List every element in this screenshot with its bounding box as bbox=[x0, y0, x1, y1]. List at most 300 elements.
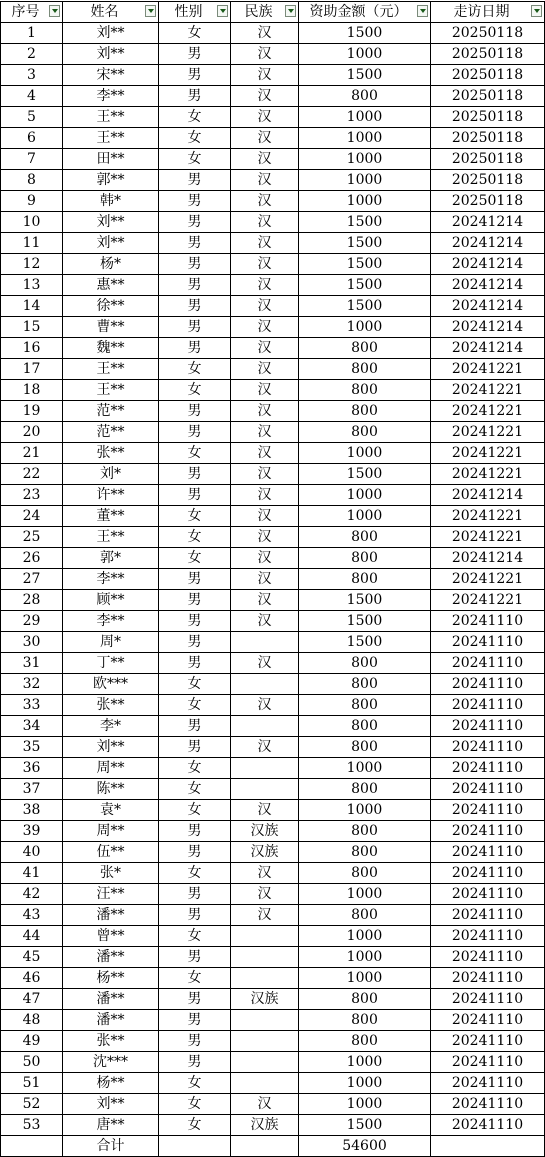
cell-gender[interactable]: 女 bbox=[159, 527, 231, 548]
cell-ethnicity[interactable]: 汉 bbox=[231, 23, 299, 44]
cell-name[interactable]: 刘** bbox=[63, 44, 159, 65]
filter-dropdown-icon[interactable] bbox=[49, 5, 60, 17]
cell-amount[interactable]: 1500 bbox=[299, 1115, 431, 1136]
cell-visit-date[interactable]: 20241110 bbox=[431, 1094, 545, 1115]
cell-amount[interactable]: 1000 bbox=[299, 1073, 431, 1094]
cell-index[interactable]: 43 bbox=[1, 905, 63, 926]
cell-ethnicity[interactable]: 汉 bbox=[231, 86, 299, 107]
cell-visit-date[interactable]: 20241221 bbox=[431, 506, 545, 527]
cell-gender[interactable]: 男 bbox=[159, 233, 231, 254]
cell-name[interactable]: 刘** bbox=[63, 233, 159, 254]
cell-name[interactable]: 曹** bbox=[63, 317, 159, 338]
cell-amount[interactable]: 800 bbox=[299, 86, 431, 107]
cell-amount[interactable]: 1500 bbox=[299, 296, 431, 317]
filter-dropdown-icon[interactable] bbox=[217, 5, 228, 17]
cell-index[interactable]: 4 bbox=[1, 86, 63, 107]
cell-name[interactable]: 李* bbox=[63, 716, 159, 737]
cell-visit-date[interactable]: 20250118 bbox=[431, 149, 545, 170]
cell-name[interactable]: 潘** bbox=[63, 989, 159, 1010]
cell-ethnicity[interactable] bbox=[231, 779, 299, 800]
cell-index[interactable]: 1 bbox=[1, 23, 63, 44]
cell-index[interactable]: 15 bbox=[1, 317, 63, 338]
cell-name[interactable]: 张** bbox=[63, 695, 159, 716]
cell-index[interactable]: 22 bbox=[1, 464, 63, 485]
cell-index[interactable]: 3 bbox=[1, 65, 63, 86]
cell-visit-date[interactable]: 20250118 bbox=[431, 23, 545, 44]
cell-index[interactable]: 7 bbox=[1, 149, 63, 170]
cell-amount[interactable]: 1000 bbox=[299, 485, 431, 506]
cell-index[interactable]: 41 bbox=[1, 863, 63, 884]
cell-name[interactable]: 刘** bbox=[63, 737, 159, 758]
cell-visit-date[interactable]: 20241110 bbox=[431, 968, 545, 989]
cell-ethnicity[interactable]: 汉 bbox=[231, 170, 299, 191]
cell-visit-date[interactable]: 20241110 bbox=[431, 1052, 545, 1073]
filter-dropdown-icon[interactable] bbox=[531, 5, 542, 17]
cell-ethnicity[interactable]: 汉 bbox=[231, 191, 299, 212]
cell-visit-date[interactable]: 20241110 bbox=[431, 884, 545, 905]
cell-visit-date[interactable]: 20241110 bbox=[431, 926, 545, 947]
cell-index[interactable]: 19 bbox=[1, 401, 63, 422]
cell-amount[interactable]: 800 bbox=[299, 905, 431, 926]
cell-ethnicity[interactable]: 汉 bbox=[231, 905, 299, 926]
cell-gender[interactable]: 女 bbox=[159, 695, 231, 716]
cell-index[interactable]: 46 bbox=[1, 968, 63, 989]
cell-ethnicity[interactable]: 汉 bbox=[231, 275, 299, 296]
cell-ethnicity[interactable]: 汉 bbox=[231, 653, 299, 674]
cell-name[interactable]: 曾** bbox=[63, 926, 159, 947]
cell-index[interactable]: 14 bbox=[1, 296, 63, 317]
cell-index[interactable]: 12 bbox=[1, 254, 63, 275]
cell-name[interactable]: 王** bbox=[63, 527, 159, 548]
cell-ethnicity[interactable]: 汉 bbox=[231, 506, 299, 527]
cell-name[interactable]: 魏** bbox=[63, 338, 159, 359]
cell-name[interactable]: 杨** bbox=[63, 968, 159, 989]
cell-amount[interactable]: 800 bbox=[299, 779, 431, 800]
cell-gender[interactable]: 男 bbox=[159, 611, 231, 632]
cell-gender[interactable]: 男 bbox=[159, 905, 231, 926]
cell-amount[interactable]: 1500 bbox=[299, 23, 431, 44]
cell-name[interactable]: 宋** bbox=[63, 65, 159, 86]
cell-gender[interactable]: 男 bbox=[159, 212, 231, 233]
cell-ethnicity[interactable] bbox=[231, 968, 299, 989]
cell-gender[interactable]: 男 bbox=[159, 275, 231, 296]
cell-index[interactable]: 45 bbox=[1, 947, 63, 968]
cell-gender[interactable]: 女 bbox=[159, 380, 231, 401]
cell-index[interactable]: 28 bbox=[1, 590, 63, 611]
cell-gender[interactable]: 男 bbox=[159, 632, 231, 653]
cell-ethnicity[interactable]: 汉 bbox=[231, 317, 299, 338]
cell-visit-date[interactable]: 20241221 bbox=[431, 527, 545, 548]
cell-name[interactable]: 王** bbox=[63, 380, 159, 401]
cell-ethnicity[interactable]: 汉 bbox=[231, 695, 299, 716]
cell-amount[interactable]: 1500 bbox=[299, 65, 431, 86]
cell-gender[interactable]: 女 bbox=[159, 128, 231, 149]
cell-amount[interactable]: 1500 bbox=[299, 632, 431, 653]
cell-amount[interactable]: 1500 bbox=[299, 254, 431, 275]
cell-visit-date[interactable]: 20241214 bbox=[431, 275, 545, 296]
cell-ethnicity[interactable]: 汉 bbox=[231, 737, 299, 758]
cell-gender[interactable]: 男 bbox=[159, 317, 231, 338]
cell-index[interactable]: 16 bbox=[1, 338, 63, 359]
cell-index[interactable]: 9 bbox=[1, 191, 63, 212]
cell-amount[interactable]: 1000 bbox=[299, 107, 431, 128]
cell-amount[interactable]: 1500 bbox=[299, 233, 431, 254]
cell-index[interactable]: 38 bbox=[1, 800, 63, 821]
cell-name[interactable]: 惠** bbox=[63, 275, 159, 296]
cell-visit-date[interactable]: 20241110 bbox=[431, 1073, 545, 1094]
cell-ethnicity[interactable]: 汉族 bbox=[231, 989, 299, 1010]
cell-name[interactable]: 袁* bbox=[63, 800, 159, 821]
cell-gender[interactable]: 女 bbox=[159, 443, 231, 464]
cell-ethnicity[interactable] bbox=[231, 926, 299, 947]
cell-name[interactable]: 董** bbox=[63, 506, 159, 527]
cell-gender[interactable]: 男 bbox=[159, 1052, 231, 1073]
cell-index[interactable]: 50 bbox=[1, 1052, 63, 1073]
cell-amount[interactable]: 1000 bbox=[299, 947, 431, 968]
cell-name[interactable]: 许** bbox=[63, 485, 159, 506]
cell-visit-date[interactable]: 20250118 bbox=[431, 128, 545, 149]
cell-amount[interactable]: 800 bbox=[299, 989, 431, 1010]
cell-name[interactable]: 王** bbox=[63, 107, 159, 128]
total-blank-cell[interactable] bbox=[231, 1136, 299, 1157]
cell-visit-date[interactable]: 20241221 bbox=[431, 464, 545, 485]
cell-ethnicity[interactable] bbox=[231, 1073, 299, 1094]
cell-amount[interactable]: 1000 bbox=[299, 926, 431, 947]
cell-name[interactable]: 杨* bbox=[63, 254, 159, 275]
total-amount[interactable]: 54600 bbox=[299, 1136, 431, 1157]
cell-amount[interactable]: 1500 bbox=[299, 590, 431, 611]
cell-gender[interactable]: 男 bbox=[159, 338, 231, 359]
cell-amount[interactable]: 800 bbox=[299, 821, 431, 842]
cell-visit-date[interactable]: 20250118 bbox=[431, 191, 545, 212]
cell-gender[interactable]: 男 bbox=[159, 170, 231, 191]
cell-visit-date[interactable]: 20241214 bbox=[431, 254, 545, 275]
cell-index[interactable]: 37 bbox=[1, 779, 63, 800]
cell-name[interactable]: 李** bbox=[63, 86, 159, 107]
cell-name[interactable]: 周** bbox=[63, 821, 159, 842]
cell-gender[interactable]: 女 bbox=[159, 506, 231, 527]
cell-visit-date[interactable]: 20241110 bbox=[431, 653, 545, 674]
cell-name[interactable]: 徐** bbox=[63, 296, 159, 317]
cell-visit-date[interactable]: 20241214 bbox=[431, 233, 545, 254]
cell-visit-date[interactable]: 20241110 bbox=[431, 695, 545, 716]
cell-visit-date[interactable]: 20241110 bbox=[431, 1010, 545, 1031]
cell-ethnicity[interactable]: 汉 bbox=[231, 149, 299, 170]
cell-ethnicity[interactable]: 汉 bbox=[231, 401, 299, 422]
cell-index[interactable]: 18 bbox=[1, 380, 63, 401]
cell-amount[interactable]: 800 bbox=[299, 338, 431, 359]
cell-index[interactable]: 21 bbox=[1, 443, 63, 464]
cell-visit-date[interactable]: 20241214 bbox=[431, 485, 545, 506]
cell-index[interactable]: 39 bbox=[1, 821, 63, 842]
cell-ethnicity[interactable] bbox=[231, 632, 299, 653]
cell-index[interactable]: 10 bbox=[1, 212, 63, 233]
cell-name[interactable]: 张** bbox=[63, 1031, 159, 1052]
cell-visit-date[interactable]: 20241110 bbox=[431, 905, 545, 926]
cell-name[interactable]: 刘** bbox=[63, 23, 159, 44]
cell-index[interactable]: 35 bbox=[1, 737, 63, 758]
cell-amount[interactable]: 800 bbox=[299, 380, 431, 401]
cell-visit-date[interactable]: 20241110 bbox=[431, 863, 545, 884]
cell-gender[interactable]: 女 bbox=[159, 548, 231, 569]
cell-name[interactable]: 欧*** bbox=[63, 674, 159, 695]
cell-name[interactable]: 刘** bbox=[63, 212, 159, 233]
cell-name[interactable]: 张** bbox=[63, 443, 159, 464]
cell-gender[interactable]: 女 bbox=[159, 674, 231, 695]
cell-ethnicity[interactable]: 汉 bbox=[231, 485, 299, 506]
cell-ethnicity[interactable]: 汉 bbox=[231, 548, 299, 569]
cell-ethnicity[interactable]: 汉族 bbox=[231, 1115, 299, 1136]
cell-gender[interactable]: 男 bbox=[159, 191, 231, 212]
cell-gender[interactable]: 男 bbox=[159, 653, 231, 674]
cell-amount[interactable]: 1000 bbox=[299, 128, 431, 149]
cell-ethnicity[interactable] bbox=[231, 1031, 299, 1052]
cell-gender[interactable]: 女 bbox=[159, 1115, 231, 1136]
cell-visit-date[interactable]: 20241221 bbox=[431, 569, 545, 590]
cell-gender[interactable]: 女 bbox=[159, 1094, 231, 1115]
cell-ethnicity[interactable]: 汉 bbox=[231, 107, 299, 128]
cell-index[interactable]: 47 bbox=[1, 989, 63, 1010]
cell-visit-date[interactable]: 20241110 bbox=[431, 758, 545, 779]
cell-amount[interactable]: 800 bbox=[299, 569, 431, 590]
cell-amount[interactable]: 1500 bbox=[299, 464, 431, 485]
cell-visit-date[interactable]: 20241214 bbox=[431, 317, 545, 338]
cell-visit-date[interactable]: 20241110 bbox=[431, 1031, 545, 1052]
cell-amount[interactable]: 800 bbox=[299, 842, 431, 863]
cell-name[interactable]: 韩* bbox=[63, 191, 159, 212]
cell-index[interactable]: 53 bbox=[1, 1115, 63, 1136]
cell-gender[interactable]: 女 bbox=[159, 359, 231, 380]
cell-visit-date[interactable]: 20241221 bbox=[431, 359, 545, 380]
cell-index[interactable]: 36 bbox=[1, 758, 63, 779]
cell-name[interactable]: 伍** bbox=[63, 842, 159, 863]
cell-amount[interactable]: 1000 bbox=[299, 44, 431, 65]
cell-gender[interactable]: 女 bbox=[159, 23, 231, 44]
cell-amount[interactable]: 1000 bbox=[299, 1052, 431, 1073]
cell-gender[interactable]: 女 bbox=[159, 800, 231, 821]
cell-gender[interactable]: 女 bbox=[159, 779, 231, 800]
cell-visit-date[interactable]: 20250118 bbox=[431, 107, 545, 128]
cell-visit-date[interactable]: 20250118 bbox=[431, 86, 545, 107]
cell-ethnicity[interactable] bbox=[231, 674, 299, 695]
cell-name[interactable]: 沈*** bbox=[63, 1052, 159, 1073]
cell-index[interactable]: 40 bbox=[1, 842, 63, 863]
cell-gender[interactable]: 女 bbox=[159, 107, 231, 128]
cell-amount[interactable]: 1000 bbox=[299, 506, 431, 527]
cell-amount[interactable]: 800 bbox=[299, 716, 431, 737]
cell-index[interactable]: 25 bbox=[1, 527, 63, 548]
cell-amount[interactable]: 800 bbox=[299, 737, 431, 758]
cell-name[interactable]: 郭* bbox=[63, 548, 159, 569]
cell-visit-date[interactable]: 20241221 bbox=[431, 443, 545, 464]
cell-gender[interactable]: 女 bbox=[159, 926, 231, 947]
cell-ethnicity[interactable] bbox=[231, 947, 299, 968]
cell-ethnicity[interactable]: 汉 bbox=[231, 527, 299, 548]
cell-index[interactable]: 51 bbox=[1, 1073, 63, 1094]
cell-name[interactable]: 李** bbox=[63, 611, 159, 632]
cell-visit-date[interactable]: 20241214 bbox=[431, 338, 545, 359]
cell-ethnicity[interactable] bbox=[231, 1052, 299, 1073]
cell-gender[interactable]: 男 bbox=[159, 947, 231, 968]
cell-name[interactable]: 刘** bbox=[63, 1094, 159, 1115]
cell-gender[interactable]: 男 bbox=[159, 401, 231, 422]
cell-visit-date[interactable]: 20241110 bbox=[431, 800, 545, 821]
cell-amount[interactable]: 1000 bbox=[299, 170, 431, 191]
cell-visit-date[interactable]: 20241221 bbox=[431, 380, 545, 401]
cell-index[interactable]: 8 bbox=[1, 170, 63, 191]
cell-visit-date[interactable]: 20241110 bbox=[431, 632, 545, 653]
cell-ethnicity[interactable]: 汉 bbox=[231, 44, 299, 65]
filter-dropdown-icon[interactable] bbox=[285, 5, 296, 17]
cell-gender[interactable]: 男 bbox=[159, 842, 231, 863]
cell-amount[interactable]: 800 bbox=[299, 422, 431, 443]
cell-ethnicity[interactable]: 汉 bbox=[231, 863, 299, 884]
cell-amount[interactable]: 1000 bbox=[299, 443, 431, 464]
cell-gender[interactable]: 男 bbox=[159, 989, 231, 1010]
cell-ethnicity[interactable]: 汉 bbox=[231, 800, 299, 821]
cell-visit-date[interactable]: 20250118 bbox=[431, 65, 545, 86]
cell-gender[interactable]: 女 bbox=[159, 758, 231, 779]
cell-name[interactable]: 顾** bbox=[63, 590, 159, 611]
cell-gender[interactable]: 女 bbox=[159, 863, 231, 884]
cell-ethnicity[interactable]: 汉 bbox=[231, 464, 299, 485]
total-label[interactable]: 合计 bbox=[63, 1136, 159, 1157]
cell-ethnicity[interactable]: 汉 bbox=[231, 359, 299, 380]
filter-dropdown-icon[interactable] bbox=[417, 5, 428, 17]
cell-gender[interactable]: 男 bbox=[159, 464, 231, 485]
cell-name[interactable]: 周* bbox=[63, 632, 159, 653]
cell-name[interactable]: 丁** bbox=[63, 653, 159, 674]
cell-name[interactable]: 田** bbox=[63, 149, 159, 170]
cell-index[interactable]: 34 bbox=[1, 716, 63, 737]
cell-visit-date[interactable]: 20250118 bbox=[431, 44, 545, 65]
cell-index[interactable]: 17 bbox=[1, 359, 63, 380]
cell-gender[interactable]: 男 bbox=[159, 485, 231, 506]
cell-ethnicity[interactable]: 汉 bbox=[231, 254, 299, 275]
cell-visit-date[interactable]: 20241110 bbox=[431, 947, 545, 968]
cell-ethnicity[interactable]: 汉 bbox=[231, 611, 299, 632]
cell-visit-date[interactable]: 20241110 bbox=[431, 779, 545, 800]
cell-index[interactable]: 29 bbox=[1, 611, 63, 632]
cell-ethnicity[interactable]: 汉 bbox=[231, 1094, 299, 1115]
cell-name[interactable]: 潘** bbox=[63, 905, 159, 926]
cell-amount[interactable]: 1500 bbox=[299, 275, 431, 296]
cell-name[interactable]: 王** bbox=[63, 359, 159, 380]
cell-visit-date[interactable]: 20241110 bbox=[431, 716, 545, 737]
cell-amount[interactable]: 1000 bbox=[299, 149, 431, 170]
cell-amount[interactable]: 1000 bbox=[299, 317, 431, 338]
cell-index[interactable]: 26 bbox=[1, 548, 63, 569]
cell-visit-date[interactable]: 20241221 bbox=[431, 401, 545, 422]
cell-gender[interactable]: 女 bbox=[159, 968, 231, 989]
cell-visit-date[interactable]: 20241110 bbox=[431, 611, 545, 632]
cell-gender[interactable]: 女 bbox=[159, 149, 231, 170]
cell-name[interactable]: 唐** bbox=[63, 1115, 159, 1136]
cell-gender[interactable]: 男 bbox=[159, 422, 231, 443]
cell-amount[interactable]: 1000 bbox=[299, 191, 431, 212]
cell-visit-date[interactable]: 20241221 bbox=[431, 422, 545, 443]
cell-ethnicity[interactable]: 汉 bbox=[231, 443, 299, 464]
cell-index[interactable]: 32 bbox=[1, 674, 63, 695]
cell-ethnicity[interactable] bbox=[231, 758, 299, 779]
cell-amount[interactable]: 800 bbox=[299, 548, 431, 569]
cell-gender[interactable]: 男 bbox=[159, 44, 231, 65]
cell-index[interactable]: 2 bbox=[1, 44, 63, 65]
cell-gender[interactable]: 男 bbox=[159, 821, 231, 842]
cell-amount[interactable]: 1000 bbox=[299, 758, 431, 779]
cell-gender[interactable]: 男 bbox=[159, 296, 231, 317]
cell-visit-date[interactable]: 20250118 bbox=[431, 170, 545, 191]
cell-amount[interactable]: 1000 bbox=[299, 800, 431, 821]
cell-index[interactable]: 49 bbox=[1, 1031, 63, 1052]
cell-visit-date[interactable]: 20241110 bbox=[431, 842, 545, 863]
cell-amount[interactable]: 800 bbox=[299, 1010, 431, 1031]
cell-ethnicity[interactable]: 汉 bbox=[231, 212, 299, 233]
cell-amount[interactable]: 1500 bbox=[299, 611, 431, 632]
cell-gender[interactable]: 男 bbox=[159, 737, 231, 758]
cell-index[interactable]: 13 bbox=[1, 275, 63, 296]
cell-visit-date[interactable]: 20241110 bbox=[431, 989, 545, 1010]
cell-visit-date[interactable]: 20241110 bbox=[431, 737, 545, 758]
cell-index[interactable]: 48 bbox=[1, 1010, 63, 1031]
cell-index[interactable]: 52 bbox=[1, 1094, 63, 1115]
cell-amount[interactable]: 800 bbox=[299, 653, 431, 674]
cell-name[interactable]: 王** bbox=[63, 128, 159, 149]
cell-amount[interactable]: 800 bbox=[299, 527, 431, 548]
cell-gender[interactable]: 男 bbox=[159, 884, 231, 905]
cell-index[interactable]: 42 bbox=[1, 884, 63, 905]
cell-ethnicity[interactable]: 汉 bbox=[231, 569, 299, 590]
cell-ethnicity[interactable]: 汉 bbox=[231, 65, 299, 86]
filter-dropdown-icon[interactable] bbox=[145, 5, 156, 17]
cell-ethnicity[interactable]: 汉族 bbox=[231, 821, 299, 842]
cell-name[interactable]: 范** bbox=[63, 422, 159, 443]
cell-amount[interactable]: 800 bbox=[299, 1031, 431, 1052]
cell-visit-date[interactable]: 20241214 bbox=[431, 548, 545, 569]
cell-ethnicity[interactable] bbox=[231, 1010, 299, 1031]
cell-gender[interactable]: 女 bbox=[159, 1073, 231, 1094]
total-blank-cell[interactable] bbox=[1, 1136, 63, 1157]
cell-gender[interactable]: 男 bbox=[159, 254, 231, 275]
cell-index[interactable]: 23 bbox=[1, 485, 63, 506]
cell-visit-date[interactable]: 20241110 bbox=[431, 1115, 545, 1136]
cell-amount[interactable]: 1000 bbox=[299, 968, 431, 989]
cell-visit-date[interactable]: 20241221 bbox=[431, 590, 545, 611]
cell-visit-date[interactable]: 20241214 bbox=[431, 212, 545, 233]
cell-amount[interactable]: 800 bbox=[299, 674, 431, 695]
cell-ethnicity[interactable]: 汉 bbox=[231, 380, 299, 401]
cell-gender[interactable]: 男 bbox=[159, 716, 231, 737]
cell-index[interactable]: 30 bbox=[1, 632, 63, 653]
cell-gender[interactable]: 男 bbox=[159, 1031, 231, 1052]
cell-visit-date[interactable]: 20241110 bbox=[431, 674, 545, 695]
cell-name[interactable]: 汪** bbox=[63, 884, 159, 905]
cell-visit-date[interactable]: 20241110 bbox=[431, 821, 545, 842]
cell-index[interactable]: 27 bbox=[1, 569, 63, 590]
cell-ethnicity[interactable]: 汉 bbox=[231, 233, 299, 254]
cell-ethnicity[interactable] bbox=[231, 716, 299, 737]
cell-gender[interactable]: 男 bbox=[159, 590, 231, 611]
cell-gender[interactable]: 男 bbox=[159, 569, 231, 590]
cell-ethnicity[interactable]: 汉族 bbox=[231, 842, 299, 863]
cell-name[interactable]: 周** bbox=[63, 758, 159, 779]
cell-index[interactable]: 11 bbox=[1, 233, 63, 254]
cell-ethnicity[interactable]: 汉 bbox=[231, 338, 299, 359]
cell-name[interactable]: 张* bbox=[63, 863, 159, 884]
cell-gender[interactable]: 男 bbox=[159, 65, 231, 86]
cell-amount[interactable]: 800 bbox=[299, 863, 431, 884]
cell-index[interactable]: 31 bbox=[1, 653, 63, 674]
